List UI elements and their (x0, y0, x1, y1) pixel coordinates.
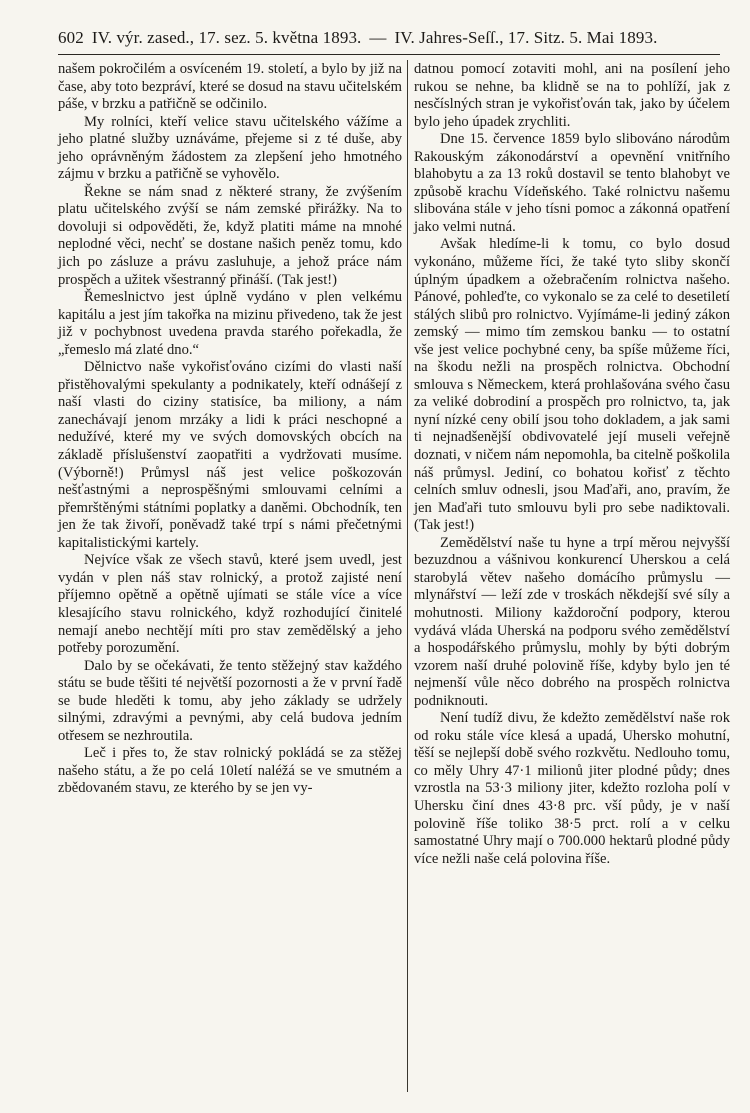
paragraph: našem pokročilém a osvíceném 19. století, a bylo by již na čase, aby toto bezpráví, které se dosud na stavu učitelském páše, v brzku a patřičně se odčinilo. (58, 61, 402, 113)
right-column (414, 61, 730, 868)
left-column (58, 61, 402, 798)
column-divider (407, 60, 408, 1092)
paragraph: My rolníci, kteří velice stavu učitelského vážíme a jeho platné služby uznáváme, přejeme si z té duše, aby jeho oprávněným žádostem za zlepšení jeho hmotného zájmu v brzku a patřičně se vyhovělo. (58, 113, 402, 183)
paragraph: Dělnictvo naše vykořisťováno cizími do vlasti naší přistěhovalými spekulanty a podnikately, kteří odnášejí z naší vlasti do ciziny statisíce, ba miliony, a nám zanechávají jenom mrzáky a lidi k práci neschopné a nedužívé, které my ve svých domovských obcích na základě příslušenství zaopatřiti a vydržovati musíme. (Výborně!) Průmysl náš jest velice poškozován nešťastnými a neprospěšnými smlouvami celními a přemrštěnými státními poplatky a daněmi. Obchodník, ten jen že tak živoří, poněvadž také trpí s námi přečetnými kapitalistickými kartely. (58, 359, 402, 551)
paragraph: Nejvíce však ze všech stavů, které jsem uvedl, jest vydán v plen náš stav rolnický, a protož zajisté není příjemno opětně a opětně ujímati se stále více a více klesajícího stavu rolnického, když rozhodující činitelé nemají anebo nechtějí míti pro stav zemědělský a jeho potřeby porozumění. (58, 552, 402, 657)
header-german: IV. Jahres-Seſſ., 17. Sitz. 5. Mai 1893. (394, 28, 658, 47)
paragraph: Avšak hledíme-li k tomu, co bylo dosud vykonáno, můžeme říci, že také tyto sliby skončí úplným úpadkem a ožebračením rolnictva našeho. Pánové, pohleďte, co vykonalo se za celé to desetiletí stálých slibů pro rolnictvo. Vyjímáme-li jediný zákon zemský — mimo tím zemskou banku — to ostatní vše jest velice pochybné ceny, ba spíše můžeme říci, na škodu nežli na prospěch rolnictva. Obchodní smlouva s Německem, která prohlašována svého času za veliké dobrodiní a prospěch pro rolnictvo, ta, jak nyní nízké ceny obilí jsou toho dokladem, a jak sami ti nejnadšenější obdivovatelé její museli veřejně doznati, v ničem nám nepomohla, ba citelně poškolila náš průmysl. Jediní, co bohatou kořisť z těchto celních smluv odnesli, jsou Maďaři, ano, pravím, že jen Maďaři tuto smlouvu byli pro sebe nadiktovali. (Tak jest!) (414, 236, 730, 534)
header-czech: IV. výr. zased., 17. sez. 5. května 1893. (91, 28, 362, 47)
paragraph: Řemeslnictvo jest úplně vydáno v plen velkému kapitálu a jest jím takořka na mizinu přivedeno, tak že jest již v pochybnost uvedena pravda starého pořekadla, že „řemeslo má zlaté dno.“ (58, 289, 402, 358)
paragraph: datnou pomocí zotaviti mohl, ani na posílení jeho rukou se nehne, ba klidně se na to pohlíží, jak z nesčíslných stran je vykořisťován tak, jako by účelem bylo jeho úpadek zrychliti. (414, 61, 730, 130)
header-rule (58, 54, 720, 55)
paragraph: Není tudíž divu, že kdežto zemědělství naše rok od roku stále více klesá a upadá, Uhersko mohutní, těší se nejlepší době svého rozkvětu. Nedlouho tomu, co měly Uhry 47·1 milionů jiter plodné půdy; dnes vzrostla na 53·3 miliony jiter, kdežto rozloha polí v Uhersku činí dnes 43·8 prc. vší půdy, je v naší polovině říše toliko 38·5 prct. rolí a v celku samostatné Uhry mají o 700.000 hektarů plodné půdy více nežli naše celá polovina říše. (414, 710, 730, 867)
paragraph: Řekne se nám snad z některé strany, že zvýšením platu učitelského zvýší se nám zemské přirážky. Na to dovoluji si odpověděti, že, když platiti máme na mnohé neplodné věci, nechť se dostane našich peněz tomu, kdo jich po zásluze a právu zasluhuje, a jehož práce nám prospěch a užitek všestranný přináší. (Tak jest!) (58, 183, 402, 288)
paragraph: Dalo by se očekávati, že tento stěžejný stav každého státu se bude těšiti té největší pozornosti a že v první řadě se bude hleděti k tomu, aby jeho základy se udržely silnými, zdravými a pevnými, aby celá budova jedním otřesem se nezhroutila. (58, 657, 402, 744)
page-number: 602 (58, 28, 84, 47)
paragraph: Dne 15. července 1859 bylo slibováno národům Rakouským zákonodárství a opevnění vnitřního blahobytu a za 13 roků dostavil se tento blahobyt ve způsobě krachu Vídeňského. Také rolnictvu našemu slibována stále v jeho tísni pomoc a zákonná opatření jako velmi nutná. (414, 131, 730, 235)
running-header (58, 18, 720, 48)
paragraph: Zemědělství naše tu hyne a trpí měrou nejvyšší bezuzdnou a vášnivou konkurencí Uherskou a celá starobylá větev našeho domácího průmyslu — mlynářství — leží zde v troskách někdejší své síly a mohutnosti. Miliony každoroční podpory, kterou vydává vláda Uherská na podporu svého zemědělství a hospodářského průmyslu, mohly by býti dobrým vzorem naší druhé polovině říše, kdyby bylo jen té nejmenší vůle něco dobrého na prospěch rolnictva podniknouti. (414, 534, 730, 709)
header-separator: — (369, 28, 387, 47)
paragraph: Leč i přes to, že stav rolnický pokládá se za stěžej našeho státu, a že po celá 10letí naléžá se ve smutném a zbědovaném stavu, ze kterého by se jen vy- (58, 745, 402, 797)
